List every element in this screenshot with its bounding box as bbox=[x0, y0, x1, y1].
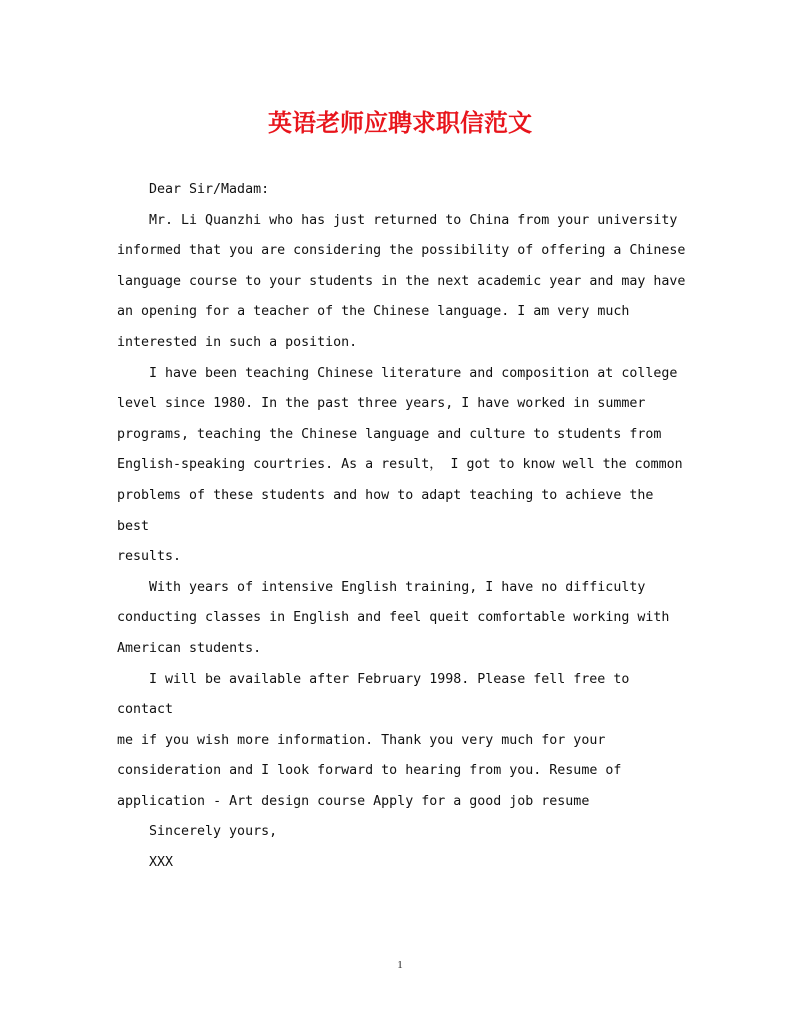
signature: XXX bbox=[149, 855, 174, 871]
salutation: Dear Sir/Madam: bbox=[149, 182, 270, 197]
paragraph-availability: I will be available after February 1998. Please fell free to contact me if you wish more information. Thank you very much for your consideration and I look forward to hearing from you. Resume of application - Art design course Apply for a good job resume bbox=[117, 671, 630, 809]
paragraph-english-skills: With years of intensive English training, I have no difficulty conducting classes in English and feel queit comfortable working with American students. bbox=[117, 579, 670, 656]
page-number: 1 bbox=[397, 959, 403, 971]
paragraph-experience: I have been teaching Chinese literature and composition at college level since 1980. In the past three years, I have worked in summer programs, teaching the Chinese language and culture to students from English-speaking courtries. As a result， I got to know well the common problems of these students and how to adapt teaching to achieve the best results. bbox=[117, 365, 683, 565]
letter-body bbox=[117, 175, 689, 879]
closing: Sincerely yours, bbox=[149, 824, 278, 840]
document-title: 英语老师应聘求职信范文 bbox=[268, 108, 532, 137]
paragraph-intro: Mr. Li Quanzhi who has just returned to China from your university informed that you are considering the possibility of offering a Chinese language course to your students in the next academic year and may have an opening for a teacher of the Chinese language. I am very much interested in such a position. bbox=[117, 212, 686, 350]
